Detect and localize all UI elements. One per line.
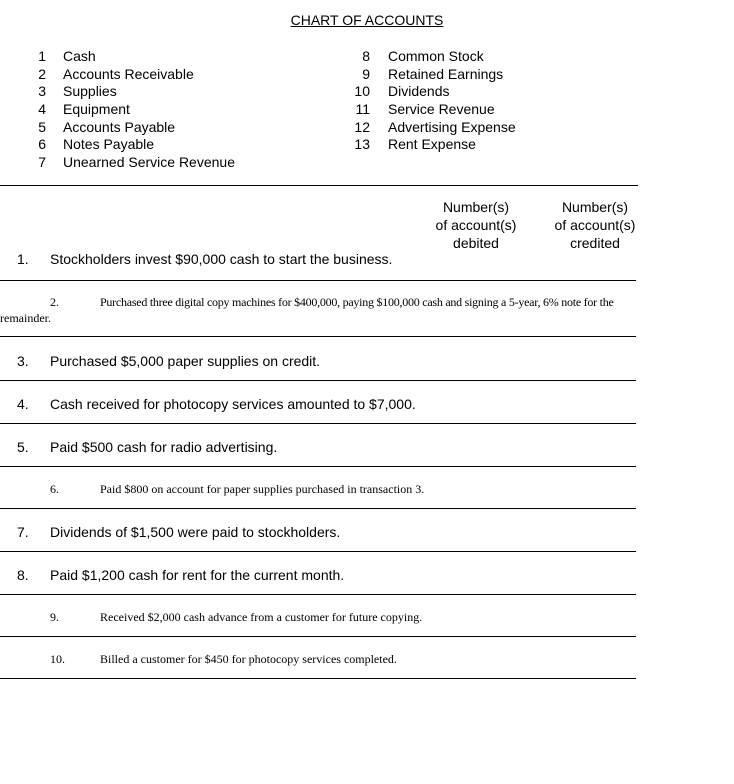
account-name: Rent Expense [388,136,476,152]
answer-line [0,594,636,595]
account-number: 11 [355,101,370,117]
transaction-number: 9. [50,610,59,624]
account-name: Accounts Receivable [63,66,194,82]
account-name: Supplies [63,83,117,99]
answer-line [0,466,636,467]
transaction-text: Dividends of $1,500 were paid to stockholders. [50,524,341,540]
account-number: 3 [38,83,46,99]
transaction-text: Purchased three digital copy machines for $400,000, paying $100,000 cash and signing a 5-year, 6% note for the [100,295,614,309]
credited-column-header [540,198,650,252]
account-name: Cash [63,48,96,64]
account-number: 6 [38,136,46,152]
answer-line [0,280,636,281]
account-number: 1 [38,48,46,64]
transaction-number: 7. [17,524,29,540]
transaction-text: Cash received for photocopy services amounted to $7,000. [50,396,416,412]
debited-column-header [421,198,531,252]
transaction-text-continuation: remainder. [0,311,51,325]
account-name: Unearned Service Revenue [63,154,235,170]
transaction-number: 8. [17,567,29,583]
section-divider [0,185,638,186]
account-number: 12 [354,119,370,135]
account-number: 2 [38,66,46,82]
credited-header-line: Number(s) [561,199,629,215]
debited-header-line: of account(s) [435,217,517,233]
answer-line [0,678,636,679]
account-number: 8 [362,48,370,64]
account-name: Common Stock [388,48,484,64]
page-title: CHART OF ACCOUNTS [290,12,444,28]
transaction-number: 3. [17,353,29,369]
account-name: Dividends [388,83,450,99]
transaction-number: 6. [50,482,59,496]
transaction-text: Paid $800 on account for paper supplies purchased in transaction 3. [100,482,425,496]
transaction-text: Stockholders invest $90,000 cash to start the business. [50,251,393,267]
transaction-text: Paid $500 cash for radio advertising. [50,439,278,455]
account-name: Equipment [63,101,130,117]
transaction-number: 10. [50,652,65,666]
account-number: 9 [362,66,370,82]
account-name: Notes Payable [63,136,155,152]
transaction-number: 4. [17,396,29,412]
account-name: Accounts Payable [63,119,176,135]
account-name: Advertising Expense [388,119,516,135]
transaction-number: 2. [50,295,59,309]
account-name: Service Revenue [388,101,495,117]
transaction-text: Purchased $5,000 paper supplies on credit. [50,353,321,369]
account-number: 5 [38,119,46,135]
answer-line [0,551,636,552]
answer-line [0,508,636,509]
answer-line [0,636,636,637]
account-number: 4 [38,101,46,117]
account-number: 10 [354,83,370,99]
answer-line [0,423,636,424]
transaction-text: Paid $1,200 cash for rent for the current month. [50,567,345,583]
transaction-text: Received $2,000 cash advance from a customer for future copying. [100,610,423,624]
answer-line [0,380,636,381]
transaction-number: 1. [17,251,29,267]
debited-header-line: debited [453,235,499,251]
debited-header-line: Number(s) [442,199,510,215]
transaction-text: Billed a customer for $450 for photocopy services completed. [100,652,397,666]
transaction-number: 5. [17,439,29,455]
account-name: Retained Earnings [388,66,504,82]
answer-line [0,336,636,337]
account-number: 7 [38,154,46,170]
account-number: 13 [354,136,370,152]
credited-header-line: of account(s) [554,217,636,233]
credited-header-line: credited [570,235,620,251]
